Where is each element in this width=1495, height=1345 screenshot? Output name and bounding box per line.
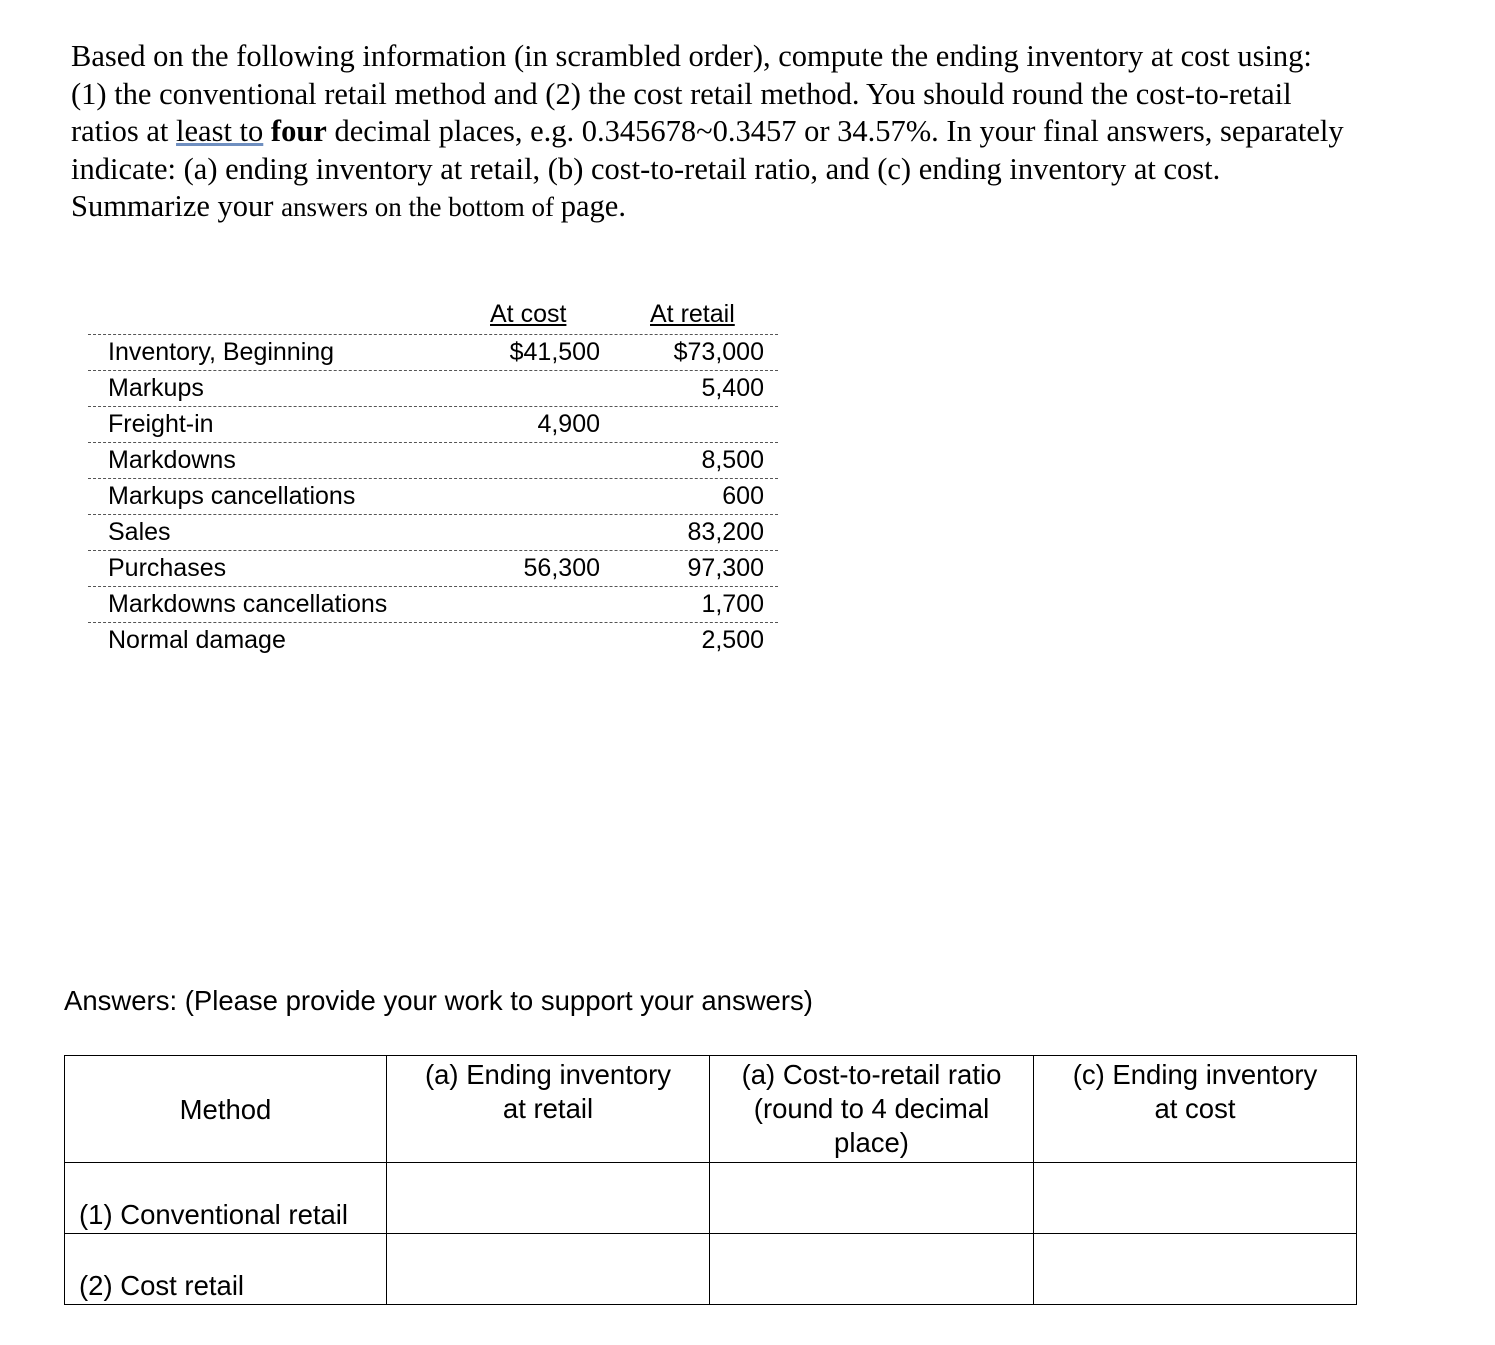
- row-cost: 4,900: [537, 410, 600, 438]
- header-at-cost: At cost: [490, 300, 567, 328]
- problem-line-4: indicate: (a) ending inventory at retail, (b) cost-to-retail ratio, and (c) ending inventory at cost.: [71, 151, 1221, 186]
- problem-line-3-end: decimal places, e.g. 0.345678~0.3457 or 34.57%. In your final answers, separately: [326, 114, 1344, 148]
- header-ending-inventory-cost: [1034, 1056, 1357, 1163]
- header-method: [65, 1056, 387, 1163]
- problem-line-5: [71, 188, 1451, 227]
- row-retail: 83,200: [687, 518, 764, 546]
- table-row: [88, 550, 778, 586]
- row-retail: 97,300: [687, 554, 764, 582]
- table-row: [88, 514, 778, 550]
- row-label: Inventory, Beginning: [108, 338, 335, 366]
- row-cost: 56,300: [523, 554, 600, 582]
- header-a-line-2: at retail: [502, 1093, 594, 1124]
- table-row: [88, 478, 778, 514]
- problem-line-5-start: Summarize your: [71, 189, 282, 223]
- header-ending-inventory-retail: [387, 1056, 710, 1163]
- answer-cell-conventional-a[interactable]: [387, 1163, 710, 1234]
- answer-cell-conventional-c[interactable]: [1034, 1163, 1357, 1234]
- row-label: Markdowns cancellations: [108, 590, 388, 618]
- inventory-data-table: [88, 300, 778, 658]
- header-c-line-2: at cost: [1154, 1093, 1236, 1124]
- answer-cell-conventional-b[interactable]: [710, 1163, 1034, 1234]
- problem-line-2: (1) the conventional retail method and (2) the cost retail method. You should round the cost-to-retail: [71, 76, 1292, 111]
- table-row: [88, 442, 778, 478]
- header-b-line-3: place): [834, 1127, 909, 1158]
- method-conventional-retail: (1) Conventional retail: [65, 1163, 387, 1234]
- header-b-line-1: (a) Cost-to-retail ratio: [741, 1059, 1002, 1090]
- four-emphasis: four: [270, 114, 327, 148]
- row-retail: 1,700: [701, 590, 764, 618]
- row-cost: $41,500: [509, 338, 600, 366]
- method-cost-retail: (2) Cost retail: [65, 1234, 387, 1305]
- row-label: Markdowns: [108, 446, 236, 474]
- row-retail: 5,400: [701, 374, 764, 402]
- row-retail: 8,500: [701, 446, 764, 474]
- row-label: Markups cancellations: [108, 482, 356, 510]
- header-method-label: Method: [179, 1094, 272, 1125]
- table-row: [88, 406, 778, 442]
- problem-line-5-middle: answers on the bottom of: [281, 192, 561, 222]
- table-row: [88, 334, 778, 370]
- data-table-header: [88, 300, 778, 334]
- row-label: Freight-in: [108, 410, 214, 438]
- table-row: [88, 586, 778, 622]
- problem-statement: [71, 38, 1451, 227]
- row-label: Markups: [108, 374, 204, 402]
- problem-line-3: [71, 113, 1451, 151]
- row-retail: $73,000: [673, 338, 764, 366]
- answer-cell-cost-retail-c[interactable]: [1034, 1234, 1357, 1305]
- answers-header-row: [65, 1056, 1357, 1163]
- answers-row-cost-retail: [65, 1234, 1357, 1305]
- problem-line-3-start: ratios at: [71, 114, 177, 148]
- header-c-line-1: (c) Ending inventory: [1072, 1059, 1318, 1090]
- row-label: Purchases: [108, 554, 227, 582]
- least-to-text: least to: [176, 114, 264, 148]
- header-at-retail: At retail: [650, 300, 735, 328]
- header-a-line-1: (a) Ending inventory: [424, 1059, 672, 1090]
- row-retail: 600: [722, 482, 764, 510]
- answers-heading: Answers: (Please provide your work to support your answers): [64, 985, 813, 1016]
- answer-cell-cost-retail-b[interactable]: [710, 1234, 1034, 1305]
- header-b-line-2: (round to 4 decimal: [753, 1093, 990, 1124]
- problem-line-5-end: page.: [560, 189, 626, 223]
- table-row: [88, 370, 778, 406]
- answers-table: [64, 1055, 1357, 1305]
- row-retail: 2,500: [701, 626, 764, 654]
- table-row: [88, 622, 778, 658]
- row-label: Normal damage: [108, 626, 286, 654]
- problem-line-1: Based on the following information (in scrambled order), compute the ending inventory at cost using:: [71, 39, 1312, 73]
- answers-row-conventional: [65, 1163, 1357, 1234]
- row-label: Sales: [108, 518, 171, 546]
- header-cost-to-retail-ratio: [710, 1056, 1034, 1163]
- problem-line-3-space: [263, 114, 271, 148]
- answer-cell-cost-retail-a[interactable]: [387, 1234, 710, 1305]
